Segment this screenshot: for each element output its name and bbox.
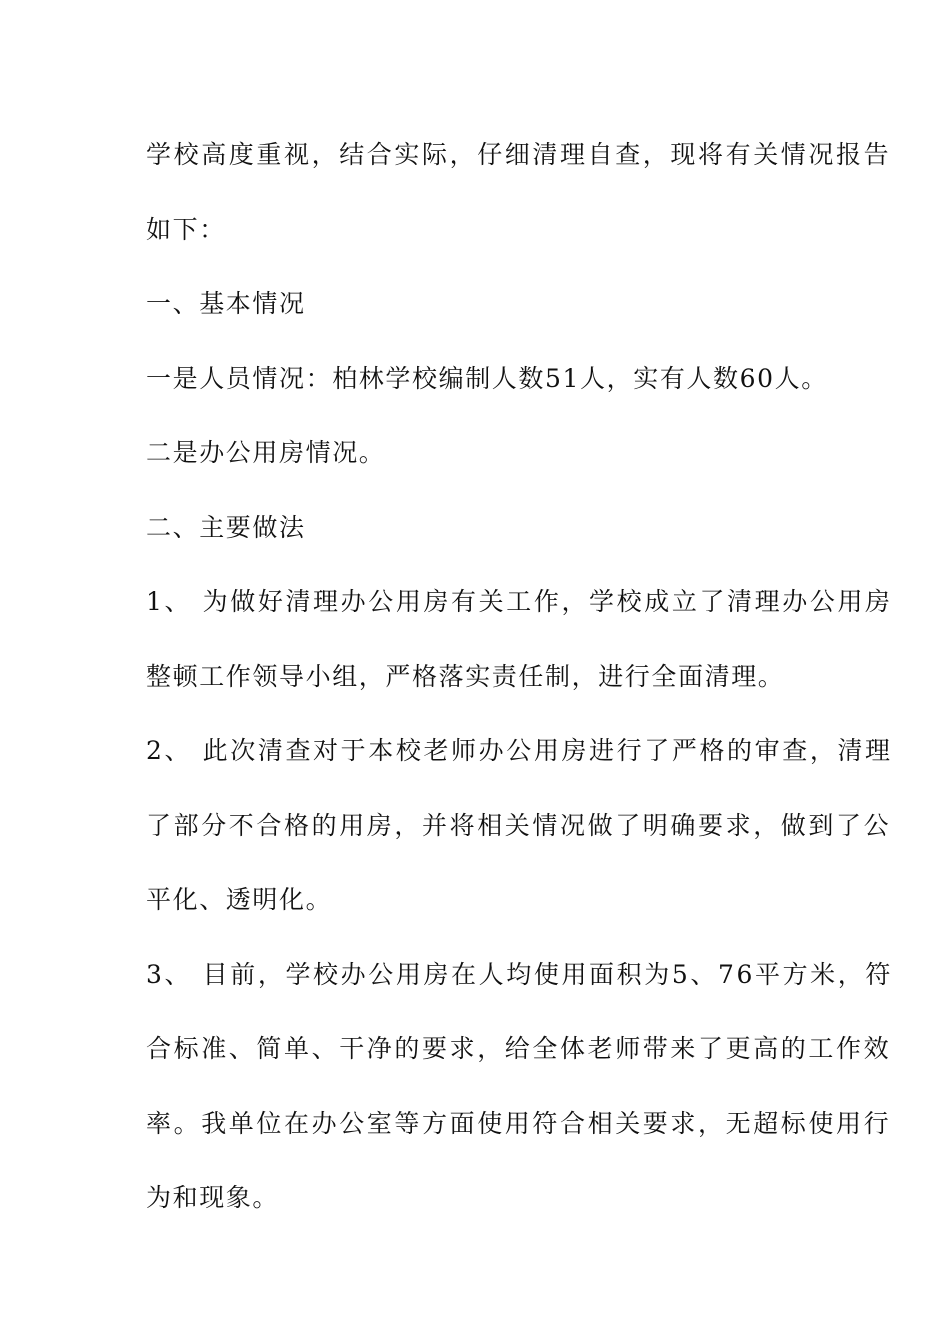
text-line-2: 如下： [146,215,226,244]
item-3-line-1: 3、 目前，学校办公用房在人均使用面积为5、76平方米，符 [146,960,893,989]
item-2-line-1: 2、 此次清查对于本校老师办公用房进行了严格的审查，清理 [146,736,893,765]
text-line-1: 学校高度重视，结合实际，仔细清理自查，现将有关情况报告 [146,140,892,169]
text-line-office: 二是办公用房情况。 [146,438,386,467]
item-2-line-2: 了部分不合格的用房，并将相关情况做了明确要求，做到了公 [146,811,892,840]
item-1-line-1: 1、 为做好清理办公用房有关工作，学校成立了清理办公用房 [146,587,893,616]
text-line-staff: 一是人员情况：柏林学校编制人数51人，实有人数60人。 [146,364,828,393]
section-heading-methods: 二、主要做法 [146,513,306,542]
item-3-line-4: 为和现象。 [146,1183,280,1212]
item-1-line-2: 整顿工作领导小组，严格落实责任制，进行全面清理。 [146,662,785,691]
item-2-line-3: 平化、透明化。 [146,885,333,914]
section-heading-basic: 一、基本情况 [146,289,306,318]
item-3-line-2: 合标准、简单、干净的要求，给全体老师带来了更高的工作效 [146,1034,892,1063]
item-3-line-3: 率。我单位在办公室等方面使用符合相关要求，无超标使用行 [146,1109,892,1138]
